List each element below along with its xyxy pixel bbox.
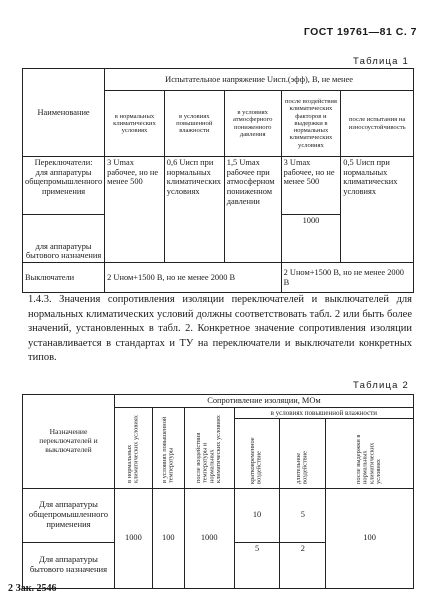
table2 — [22, 394, 414, 589]
table1-h3: в условиях атмосферного пониженного давления — [224, 91, 281, 157]
table1-name-header: Наименование — [23, 69, 105, 157]
table1-r2-name: Выключатели — [23, 263, 105, 293]
table2-span-header: Сопротивление изоляции, МОм — [114, 395, 413, 408]
table2-v4: кратковременное воздействие — [249, 437, 264, 485]
table1-h1: в нормальных климатических условиях — [105, 91, 165, 157]
table2-v2: в условиях повышенной температуры — [160, 416, 175, 483]
table2-r2-name: Для аппаратуры бытового назначения — [23, 542, 115, 588]
table1-r1-c4b: 1000 — [281, 215, 341, 263]
table1-r1-c2: 0,6 Uисп при нормальных климатических условиях — [164, 157, 224, 263]
table1-r1-c5: 0,5 Uисп при нормальных климатических условиях — [341, 157, 414, 263]
table2-v6-cell — [326, 418, 414, 488]
table1-h5: после испытания на износоустойчивость — [341, 91, 414, 157]
paragraph-1-4-3: 1.4.3. Значения сопротивления изоляции переключателей и выключателей для нормальных климатических условий должны соответствовать табл. 2 или быть более значений, установленных в табл. 2. Конкретное значение сопротивления изоляции устанавливается в стандартах и ТУ на переключатели и выключатели конкретных типов. — [28, 294, 412, 364]
table2-r1-c4: 10 — [234, 488, 280, 542]
table2-name-header: Назначение переключателей и выключателей — [23, 395, 115, 489]
table1-h4: после воздействия климатических факторов и выдержки в нормальных климатических условиях — [281, 91, 341, 157]
table1-r1-c4: 3 Umax рабочее, но не менее 500 — [281, 157, 341, 215]
table2-v1: в нормальных климатических условиях — [125, 414, 140, 483]
table1 — [22, 68, 414, 293]
table1-caption: Таблица 1 — [353, 56, 409, 67]
table2-humid-header: в условиях повышенной влажности — [234, 407, 413, 418]
table1-r1-name: Переключатели: для аппаратуры общепромышленного применения — [23, 157, 105, 215]
table1-span-header: Испытательное напряжение Uисп.(эфф), В, не менее — [105, 69, 414, 91]
table2-r1-c5: 5 — [280, 488, 326, 542]
table2-v3: после воздействия температуры и нормальных климатических условиях — [194, 414, 222, 483]
table2-c3: 1000 — [184, 488, 234, 588]
table1-r1-c3: 1,5 Umax рабочее при атмосферном пониженном давлении — [224, 157, 281, 263]
page-footer: 2 Зак. 2546 — [8, 583, 57, 594]
table2-v2-cell — [152, 407, 184, 488]
table2-c1: 1000 — [114, 488, 152, 588]
table1-r2-left: 2 Uном+1500 В, но не менее 2000 В — [105, 263, 281, 293]
table1-r1-c1: 3 Umax рабочее, но не менее 500 — [105, 157, 165, 263]
table2-v5: длительное воздействие — [295, 451, 309, 485]
table2-v4-cell — [234, 418, 280, 488]
table1-r2-right: 2 Uном+1500 В, но не менее 2000 В — [281, 263, 413, 293]
page-header: ГОСТ 19761—81 С. 7 — [303, 26, 417, 38]
table1-r1b-name: для аппаратуры бытового назначения — [23, 215, 105, 263]
table2-v6: после выдержки в нормальных климатических условиях — [355, 434, 383, 485]
table2-v1-cell — [114, 407, 152, 488]
table2-caption: Таблица 2 — [353, 380, 409, 391]
table2-c2: 100 — [152, 488, 184, 588]
table1-h2: в условиях повышенной влажности — [164, 91, 224, 157]
table2-v5-cell — [280, 418, 326, 488]
table2-v3-cell — [184, 407, 234, 488]
table2-r1-name: Для аппаратуры общепромышленного применения — [23, 488, 115, 542]
table2-r2-c5: 2 — [280, 542, 326, 588]
table2-c6: 100 — [326, 488, 414, 588]
table2-r2-c4: 5 — [234, 542, 280, 588]
